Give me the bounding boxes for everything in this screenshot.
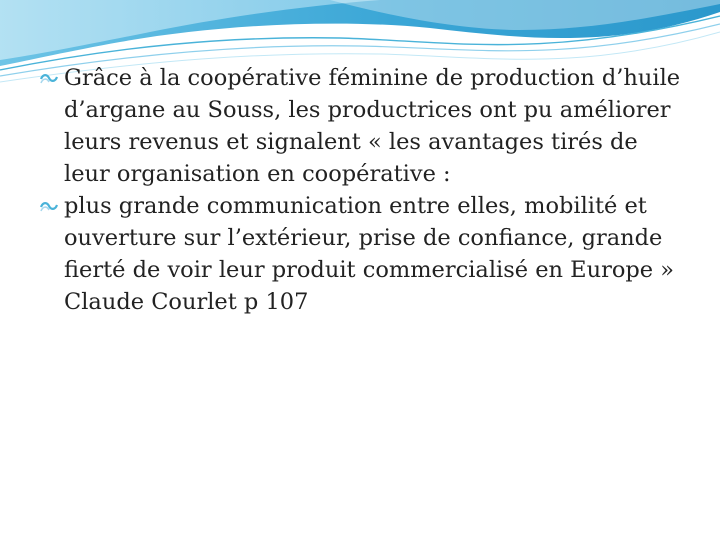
bullet-text-2: plus grande communication entre elles, mobilité et ouverture sur l’extérieur, prise de confiance, grande fierté de voir leur produit commercialisé en Europe » Claude Courlet p 107 (64, 193, 675, 315)
wave-bullet-icon (40, 200, 58, 213)
bullet-item-2 (40, 190, 690, 318)
bullet-text-1: Grâce à la coopérative féminine de production d’huile d’argane au Souss, les productrices ont pu améliorer leurs revenus et signalent « les avantages tirés de leur organisation en coopérative : (64, 65, 681, 187)
bullet-item-1 (40, 62, 690, 190)
slide-content (40, 62, 690, 318)
wave-bullet-icon (40, 72, 58, 85)
